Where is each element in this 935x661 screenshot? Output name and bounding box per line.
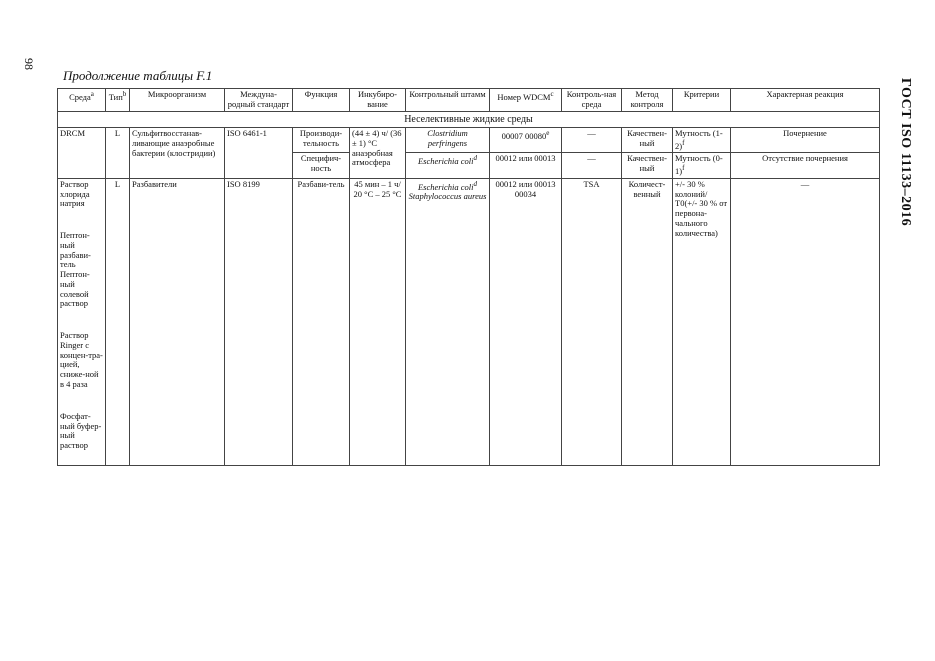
header-standard: Междуна-родный стандарт bbox=[225, 89, 293, 112]
diluent-function: Разбави-тель bbox=[293, 178, 350, 465]
drcm-organism: Сульфитвосстанав-ливающие анаэробные бактерии (клостридии) bbox=[130, 128, 225, 179]
header-organism: Микроорганизм bbox=[130, 89, 225, 112]
media-table bbox=[57, 88, 880, 466]
header-criteria: Критерии bbox=[673, 89, 731, 112]
header-method: Метод контроля bbox=[622, 89, 673, 112]
header-incubation: Инкубиро-вание bbox=[350, 89, 406, 112]
drcm-strain-2: Escherichia coli$^d$ bbox=[406, 153, 490, 178]
drcm-medium: DRCM bbox=[58, 128, 106, 179]
drcm-criteria-2: Мутность $(0-1)^f$ bbox=[673, 153, 731, 178]
header-medium: Среда$^a$ bbox=[58, 89, 106, 112]
drcm-standard: ISO 6461-1 bbox=[225, 128, 293, 179]
header-reaction: Характерная реакция bbox=[731, 89, 880, 112]
drcm-control-medium-1: — bbox=[562, 128, 622, 153]
drcm-wdcm-2: 00012 или 00013 bbox=[490, 153, 562, 178]
drcm-strain-1: Clostridium perfringens bbox=[406, 128, 490, 153]
header-type: Тип$^b$ bbox=[106, 89, 130, 112]
drcm-method-2: Качествен-ный bbox=[622, 153, 673, 178]
header-control-medium: Контроль-ная среда bbox=[562, 89, 622, 112]
section-row bbox=[58, 111, 880, 128]
drcm-incubation: (44 ± 4) ч/ (36 ± 1) °С анаэробная атмосфера bbox=[350, 128, 406, 179]
table-row bbox=[58, 178, 880, 465]
table-caption: Продолжение таблицы F.1 bbox=[63, 68, 213, 83]
diluent-organism: Разбавители bbox=[130, 178, 225, 465]
diluent-wdcm: 00012 или 00013 00034 bbox=[490, 178, 562, 465]
drcm-method-1: Качествен-ный bbox=[622, 128, 673, 153]
drcm-function-1: Производи-тельность bbox=[293, 128, 350, 153]
drcm-control-medium-2: — bbox=[562, 153, 622, 178]
drcm-function-2: Специфич-ность bbox=[293, 153, 350, 178]
diluent-medium-5: Фосфат-ный буфер-ный раствор bbox=[60, 410, 102, 451]
diluent-medium-2: Пептон-ный разбави-тель bbox=[60, 230, 91, 270]
diluent-method: Количест-венный bbox=[622, 178, 673, 465]
diluent-medium-1: Раствор хлорида натрия bbox=[60, 178, 90, 209]
diluent-strains: Escherichia coli$^d$ Staphylococcus aureus bbox=[406, 178, 490, 465]
diluent-type: L bbox=[106, 178, 130, 465]
diluent-reaction: — bbox=[731, 178, 880, 465]
diluent-incubation: 45 мин – 1 ч/ 20 °С – 25 °С bbox=[350, 178, 406, 465]
drcm-reaction-1: Почернение bbox=[731, 128, 880, 153]
diluent-media bbox=[58, 178, 106, 465]
page-number: 98 bbox=[22, 58, 36, 70]
diluent-criteria: +/- 30 % колоний/ T0(+/- 30 % от первона-чального количества) bbox=[673, 178, 731, 465]
table-row bbox=[58, 128, 880, 153]
diluent-medium-3: Пептон-ный солевой раствор bbox=[60, 269, 90, 309]
header-function: Функция bbox=[293, 89, 350, 112]
section-title: Неселективные жидкие среды bbox=[58, 111, 880, 128]
diluent-control-medium: TSA bbox=[562, 178, 622, 465]
drcm-type: L bbox=[106, 128, 130, 179]
drcm-wdcm-1: 00007 00080e bbox=[490, 128, 562, 153]
drcm-reaction-2: Отсутствие почернения bbox=[731, 153, 880, 178]
drcm-criteria-1: Мутность $(1-2)^f$ bbox=[673, 128, 731, 153]
diluent-medium-4: Раствор Ringer с концен-тра-цией, сниже-ной в 4 раза bbox=[60, 330, 103, 389]
header-wdcm: Номер WDCM$^c$ bbox=[490, 89, 562, 112]
header-row bbox=[58, 89, 880, 112]
diluent-standard: ISO 8199 bbox=[225, 178, 293, 465]
standard-id: ГОСТ ISO 11133–2016 bbox=[898, 78, 913, 227]
header-control-strain: Контрольный штамм bbox=[406, 89, 490, 112]
